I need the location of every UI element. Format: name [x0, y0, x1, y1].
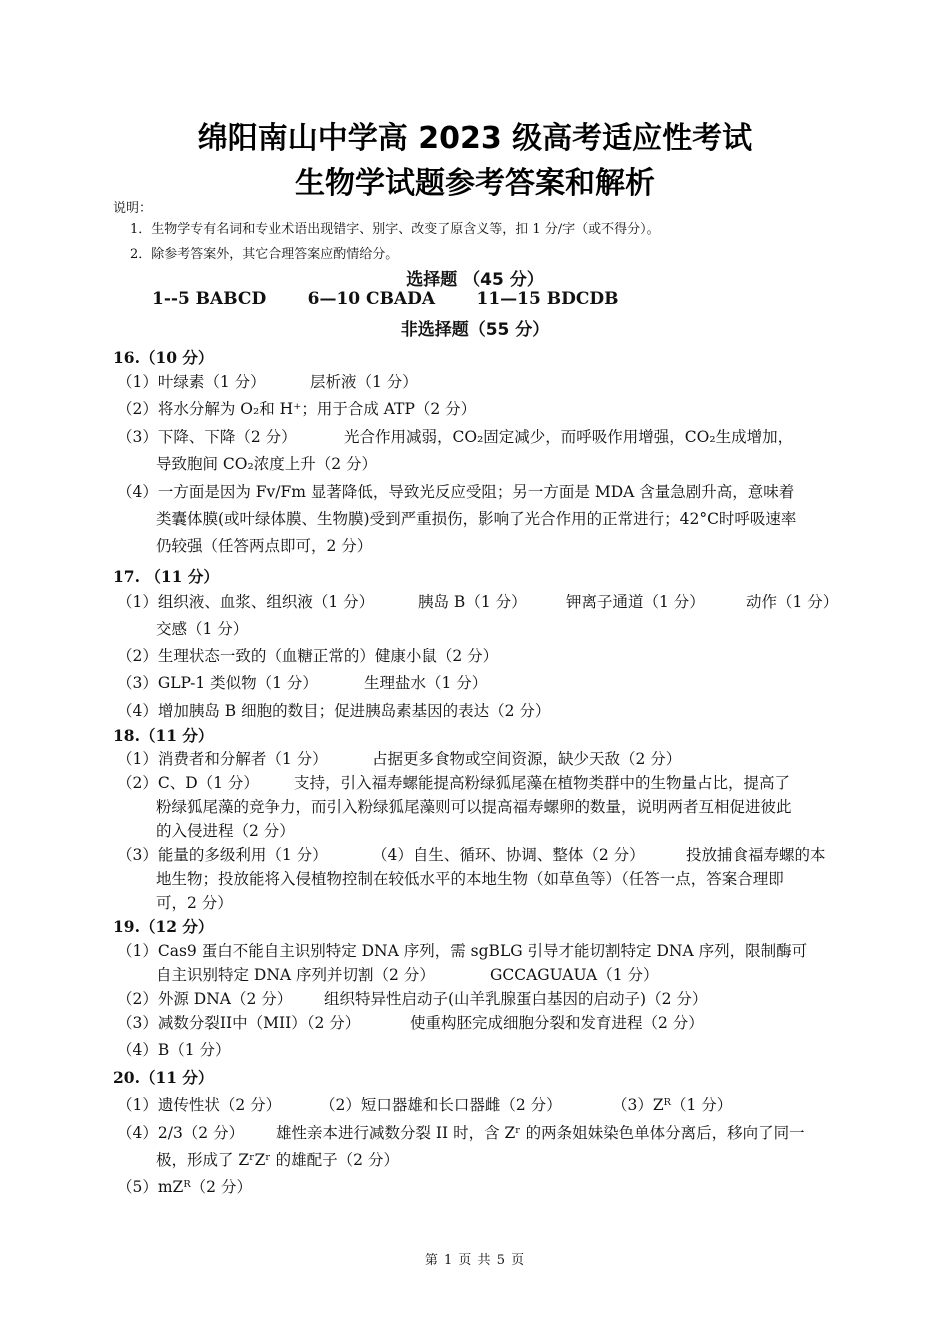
q18-line-2c: 粉绿狐尾藻的竞争力，而引入粉绿狐尾藻则可以提高福寿螺卵的数量，说明两者互相促进彼此 [156, 798, 792, 816]
q18-heading: 18.（11 分） [113, 726, 214, 745]
q20-line-2c: 极，形成了 ZʳZʳ 的雄配子（2 分） [156, 1151, 399, 1169]
q18-line-2a: （2）C、D（1 分） [117, 774, 259, 792]
q18-line-3c: 投放捕食福寿螺的本 [686, 846, 826, 864]
q20-line-1c: （3）Zᴿ（1 分） [612, 1096, 733, 1114]
q18-line-3a: （3）能量的多级利用（1 分） [117, 846, 328, 864]
q17-line-2: （2）生理状态一致的（血糖正常的）健康小鼠（2 分） [117, 647, 499, 665]
q19-line-1b: 自主识别特定 DNA 序列并切割（2 分） [156, 966, 435, 984]
choice-heading: 选择题 （45 分） [406, 270, 544, 290]
choice-answer-keys: 1--5 BABCD 6—10 CBADA 11—15 BDCDB [152, 289, 619, 309]
title-line-2: 生物学试题参考答案和解析 [295, 166, 655, 201]
q17-line-1d: 动作（1 分） [746, 593, 839, 611]
q19-line-1c: GCCAGUAUA（1 分） [490, 966, 659, 984]
q20-line-3: （5）mZᴿ（2 分） [117, 1178, 252, 1196]
q19-line-4: （4）B（1 分） [117, 1041, 231, 1059]
q17-heading: 17. （11 分） [113, 567, 219, 586]
q20-line-1a: （1）遗传性状（2 分） [117, 1096, 282, 1114]
notes-heading: 说明： [113, 201, 153, 216]
q17-line-1a: （1）组织液、血浆、组织液（1 分） [117, 593, 375, 611]
q18-line-1b: 占据更多食物或空间资源，缺少天敌（2 分） [372, 750, 682, 768]
note-item-1: 1．生物学专有名词和专业术语出现错字、别字、改变了原含义等，扣 1 分/字（或不得分）。 [130, 222, 660, 237]
q18-line-1a: （1）消费者和分解者（1 分） [117, 750, 328, 768]
note-item-2: 2．除参考答案外，其它合理答案应酌情给分。 [130, 247, 399, 262]
q17-line-3b: 生理盐水（1 分） [364, 674, 488, 692]
page-footer: 第 1 页 共 5 页 [424, 1253, 526, 1268]
q19-line-3b: 使重构胚完成细胞分裂和发育进程（2 分） [410, 1014, 704, 1032]
q16-line-4b: 类囊体膜(或叶绿体膜、生物膜)受到严重损伤，影响了光合作用的正常进行；42°C时呼吸速率 [156, 510, 797, 528]
q16-line-3b: 光合作用减弱，CO₂固定减少，而呼吸作用增强，CO₂生成增加， [344, 428, 794, 446]
q20-line-2a: （4）2/3（2 分） [117, 1124, 245, 1142]
q16-line-1b: 层析液（1 分） [310, 373, 418, 391]
q20-line-1b: （2）短口器雄和长口器雌（2 分） [320, 1096, 562, 1114]
q16-line-4c: 仍较强（任答两点即可，2 分） [156, 537, 373, 555]
q17-line-1c: 钾离子通道（1 分） [566, 593, 705, 611]
q19-line-2b: 组织特异性启动子(山羊乳腺蛋白基因的启动子)（2 分） [324, 990, 708, 1008]
q16-heading: 16.（10 分） [113, 348, 214, 367]
q16-line-2: （2）将水分解为 O₂和 H⁺；用于合成 ATP（2 分） [117, 400, 477, 418]
q16-line-4a: （4）一方面是因为 Fv/Fm 显著降低，导致光反应受阻；另一方面是 MDA 含量急剧升高，意味着 [117, 483, 795, 501]
q19-line-3a: （3）减数分裂II中（MII）（2 分） [117, 1014, 361, 1032]
q17-line-1b: 胰岛 B（1 分） [418, 593, 527, 611]
q19-line-1a: （1）Cas9 蛋白不能自主识别特定 DNA 序列，需 sgBLG 引导才能切割特定 DNA 序列，限制酶可 [117, 942, 808, 960]
title-line-1: 绵阳南山中学高 2023 级高考适应性考试 [197, 121, 753, 156]
q20-line-2b: 雄性亲本进行减数分裂 II 时，含 Zʳ 的两条姐妹染色单体分离后，移向了同一 [276, 1124, 805, 1142]
q18-line-3d: 地生物；投放能将入侵植物控制在较低水平的本地生物（如草鱼等）（任答一点，答案合理即 [156, 870, 784, 888]
q16-line-3a: （3）下降、下降（2 分） [117, 428, 297, 446]
q19-heading: 19.（12 分） [113, 917, 214, 936]
nonchoice-heading: 非选择题（55 分） [400, 320, 550, 340]
q17-line-4: （4）增加胰岛 B 细胞的数目；促进胰岛素基因的表达（2 分） [117, 702, 551, 720]
q17-line-1e: 交感（1 分） [156, 620, 249, 638]
q20-heading: 20.（11 分） [113, 1068, 214, 1087]
q18-line-2d: 的入侵进程（2 分） [156, 822, 295, 840]
q18-line-3b: （4）自生、循环、协调、整体（2 分） [372, 846, 645, 864]
q18-line-2b: 支持，引入福寿螺能提高粉绿狐尾藻在植物类群中的生物量占比，提高了 [294, 774, 791, 792]
q16-line-3c: 导致胞间 CO₂浓度上升（2 分） [156, 455, 377, 473]
q17-line-3a: （3）GLP-1 类似物（1 分） [117, 674, 318, 692]
q18-line-3e: 可，2 分） [156, 894, 233, 912]
q16-line-1a: （1）叶绿素（1 分） [117, 373, 266, 391]
q19-line-2a: （2）外源 DNA（2 分） [117, 990, 293, 1008]
